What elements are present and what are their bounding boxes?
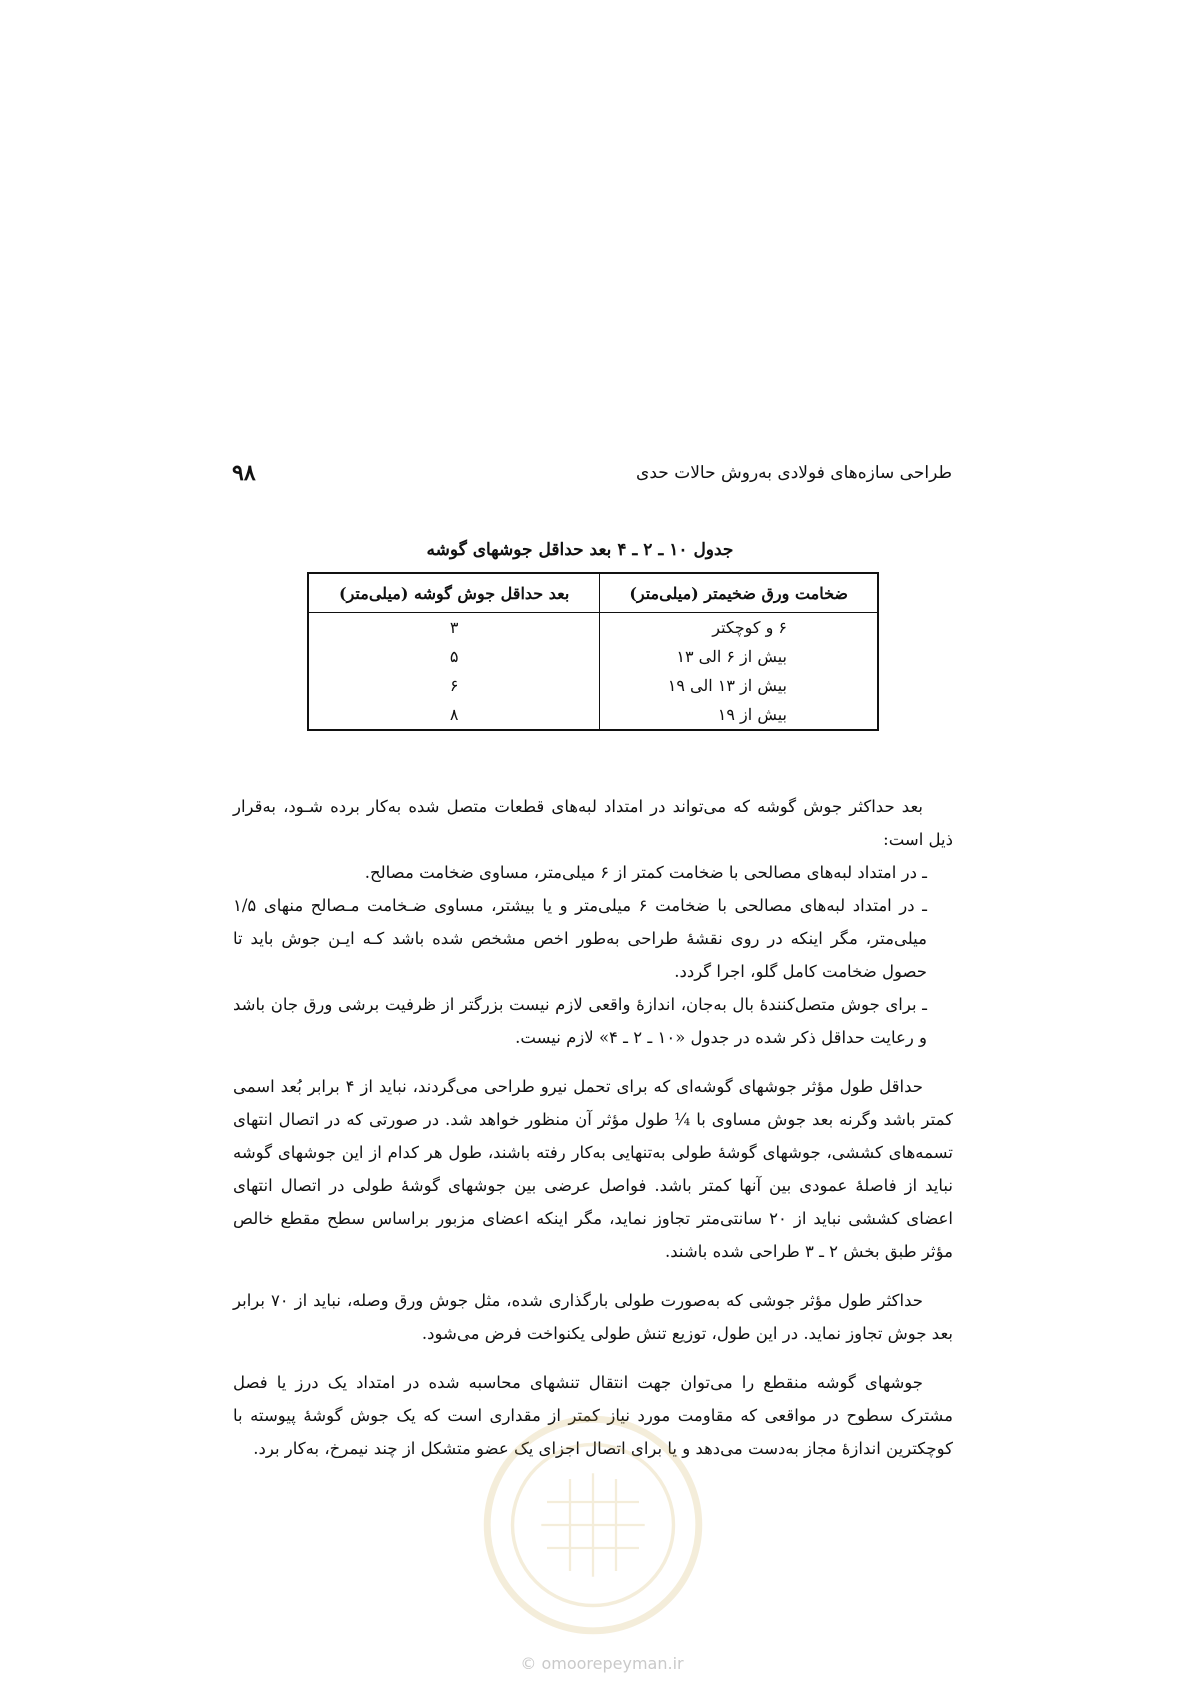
weld-size-table xyxy=(307,572,879,731)
page-number: ۹۸ xyxy=(232,460,256,486)
table-row xyxy=(308,613,878,643)
bullet-thick-material: ـ در امتداد لبه‌های مصالحی با ضخامت ۶ میلی‌متر و یا بیشتر، مساوی ضـخامت مـصالح منهای ۱/۵ میلی‌متر، مگر اینکه در روی نقشهٔ طراحی به‌طور اخص مشخص شده باشد کـه ایـن جوش باید تا حصول ضخامت کامل گلو، اجرا گردد. xyxy=(233,896,928,981)
table-header-row xyxy=(308,573,878,613)
paragraph-max-fillet-size: بعد حداکثر جوش گوشه که می‌تواند در امتداد لبه‌های قطعات متصل شده به‌کار برده شـود، به‌قرار ذیل است: xyxy=(233,797,953,849)
cell-weld-size: ۳ xyxy=(308,613,600,643)
paragraph-min-effective-length: حداقل طول مؤثر جوشهای گوشه‌ای که برای تحمل نیرو طراحی می‌گردند، نباید از ۴ برابر بُعد اسمی کمتر باشد وگرنه بعد جوش مساوی با ¼ طول مؤثر آن منظور خواهد شد. در صورتی که در اتصال انتهای تسمه‌های کششی، جوشهای گوشهٔ طولی به‌تنهایی به‌کار رفته باشند، طول هر کدام از این جوشهای گوشه نباید از فاصلهٔ عمودی بین آنها کمتر باشد. فواصل عرضی بین جوشهای گوشهٔ طولی در اتصال انتهای اعضای کششی نباید از ۲۰ سانتی‌متر تجاوز نماید، مگر اینکه اعضای مزبور براساس سطح مقطع خالص مؤثر طبق بخش ۲ ـ ۳ طراحی شده باشند. xyxy=(233,1077,953,1261)
table-caption: جدول ۱۰ ـ ۲ ـ ۴ بعد حداقل جوشهای گوشه xyxy=(426,540,734,560)
site-url: © omoorepeyman.ir xyxy=(520,1654,684,1673)
table-row xyxy=(308,671,878,700)
paragraph-max-effective-length: حداکثر طول مؤثر جوشی که به‌صورت طولی بارگذاری شده، مثل جوش ورق وصله، نباید از ۷۰ برابر بعد جوش تجاوز نماید. در این طول، توزیع تنش طولی یکنواخت فرض می‌شود. xyxy=(233,1291,953,1343)
paragraph-intermittent-welds: جوشهای گوشه منقطع را می‌توان جهت انتقال تنشهای محاسبه شده در امتداد یک درز یا فصل مشترک سطوح در مواقعی که مقاومت مورد نیاز کمتر از مقداری است که یک جوش گوشهٔ پیوسته با کوچکترین اندازهٔ مجاز به‌دست می‌دهد و یا برای اتصال اجزای یک عضو متشکل از چند نیمرخ، به‌کار برد. xyxy=(233,1373,953,1458)
cell-weld-size: ۶ xyxy=(308,671,600,700)
running-title: طراحی سازه‌های فولادی به‌روش حالات حدی xyxy=(636,463,952,483)
bullet-flange-web-weld: ـ برای جوش متصل‌کنندهٔ بال به‌جان، اندازهٔ واقعی لازم نیست بزرگتر از ظرفیت برشی ورق جان باشد و رعایت حداقل ذکر شده در جدول «۱۰ ـ ۲ ـ ۴» لازم نیست. xyxy=(233,995,927,1047)
body-text xyxy=(233,790,953,1465)
cell-thickness: بیش از ۱۳ الی ۱۹ xyxy=(600,671,878,700)
table-row xyxy=(308,700,878,730)
bullet-thin-material: ـ در امتداد لبه‌های مصالحی با ضخامت کمتر از ۶ میلی‌متر، مساوی ضخامت مصالح. xyxy=(364,863,927,882)
header-plate-thickness: ضخامت ورق ضخیمتر (میلی‌متر) xyxy=(600,573,878,613)
cell-thickness: ۶ و کوچکتر xyxy=(600,613,878,643)
cell-thickness: بیش از ۶ الی ۱۳ xyxy=(600,642,878,671)
cell-thickness: بیش از ۱۹ xyxy=(600,700,878,730)
cell-weld-size: ۸ xyxy=(308,700,600,730)
cell-weld-size: ۵ xyxy=(308,642,600,671)
header-min-weld-size: بعد حداقل جوش گوشه (میلی‌متر) xyxy=(308,573,600,613)
page-header xyxy=(232,458,952,488)
table-row xyxy=(308,642,878,671)
site-url-text: omoorepeyman.ir xyxy=(541,1654,684,1673)
